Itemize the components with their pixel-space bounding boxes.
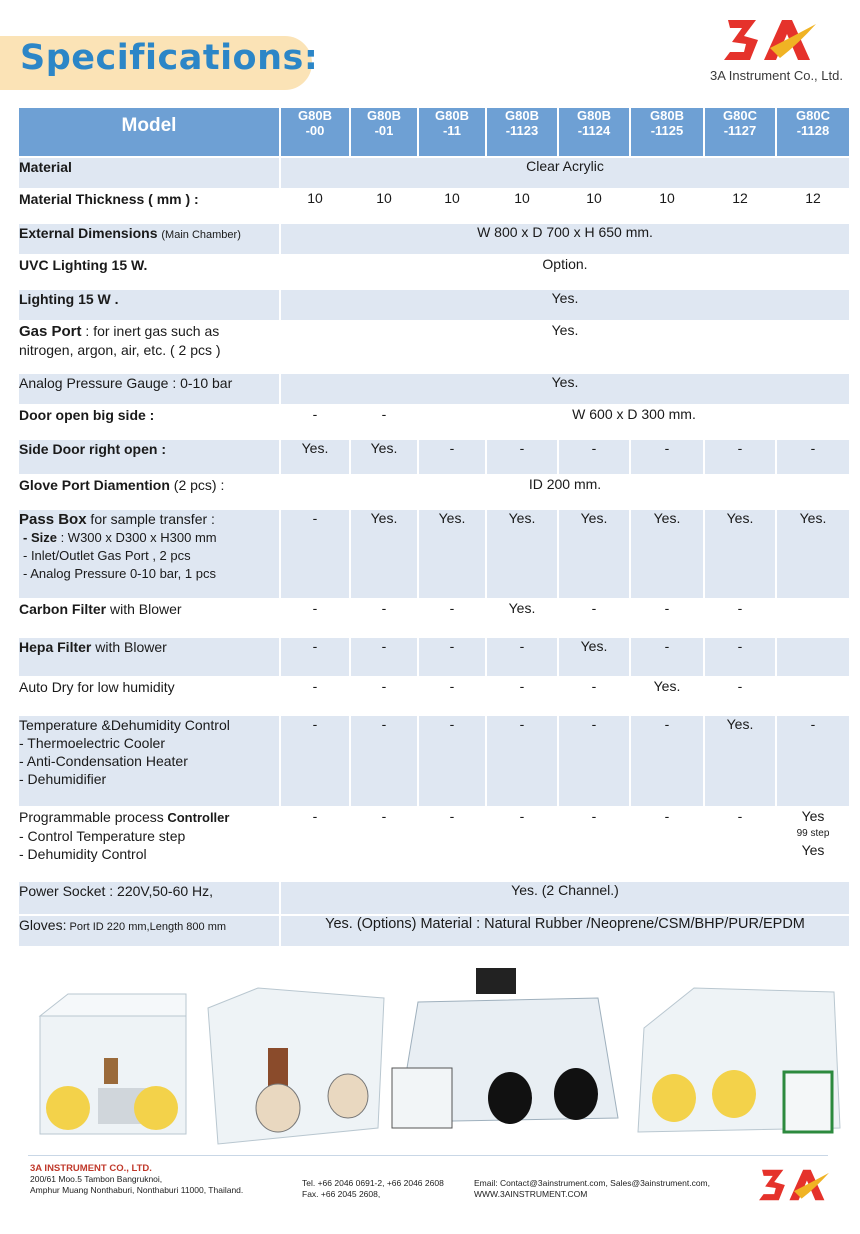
row-label-carbon-filter: Carbon Filter with Blower [19,600,279,636]
row-label-programmable-controller: Programmable process Controller - Control Temperature step - Dehumidity Control [19,808,279,880]
table-cell: - [419,678,485,714]
table-cell: - [487,716,557,806]
footer-contact: Email: Contact@3ainstrument.com, Sales@3ainstrument.com, WWW.3AINSTRUMENT.COM [474,1178,710,1199]
table-cell: - [419,716,485,806]
3a-logo-icon [720,14,820,66]
table-cell: Yes. [631,678,703,714]
table-cell: 10 [631,190,703,222]
row-label-glove-port: Glove Port Diamention (2 pcs) : [19,476,279,508]
table-cell: Yes. [559,510,629,598]
table-cell: - [281,808,349,880]
glove-port-value: ID 200 mm. [281,476,849,508]
row-label-temperature-control: Temperature &Dehumidity Control - Thermoelectric Cooler - Anti-Condensation Heater - Dehumidifier [19,716,279,806]
model-col-header: G80B -00 [281,108,349,156]
table-cell: Yes. [351,440,417,474]
page-title: Specifications: [20,38,319,78]
table-cell: - [351,638,417,676]
lighting-value: Yes. [281,290,849,320]
table-cell: - [631,716,703,806]
table-cell: 12 [705,190,775,222]
table-cell: - [281,638,349,676]
table-cell: - [487,678,557,714]
product-photos [28,958,848,1148]
table-cell: - [705,440,775,474]
table-cell: Yes. [631,510,703,598]
brand-name: 3A Instrument Co., Ltd. [710,68,843,83]
table-cell: Yes 99 step Yes [777,808,849,880]
table-cell: Yes. [351,510,417,598]
glove-box-photo-3 [388,968,628,1148]
gas-port-value: Yes. [281,322,849,372]
model-col-header: G80C -1128 [777,108,849,156]
table-cell: 12 [777,190,849,222]
table-cell: - [351,600,417,636]
door-value: W 600 x D 300 mm. [419,406,849,438]
table-cell [777,678,849,714]
table-cell: - [281,678,349,714]
table-cell: Yes. [705,716,775,806]
table-cell: - [631,638,703,676]
table-cell: - [705,678,775,714]
footer-divider [28,1155,828,1156]
row-label-pass-box: Pass Box for sample transfer : - Size : W300 x D300 x H300 mm - Inlet/Outlet Gas Port , 2 pcs - Analog Pressure 0-10 bar, 1 pcs [19,510,279,598]
glove-box-photo-4 [634,968,844,1148]
table-cell: - [559,716,629,806]
table-cell: - [705,600,775,636]
table-cell: 10 [281,190,349,222]
model-header: Model [19,108,279,156]
table-cell: - [559,600,629,636]
row-label-lighting: Lighting 15 W . [19,290,279,320]
row-label-uvc: UVC Lighting 15 W. [19,256,279,288]
table-cell: - [351,716,417,806]
table-cell: - [419,440,485,474]
row-label-door: Door open big side : [19,406,279,438]
table-cell: - [281,406,349,438]
model-col-header: G80B -1124 [559,108,629,156]
model-col-header: G80B -11 [419,108,485,156]
table-cell: - [419,808,485,880]
table-cell: - [351,678,417,714]
glove-box-photo-2 [198,968,388,1148]
row-label-gas-port: Gas Port : for inert gas such as nitrogen, argon, air, etc. ( 2 pcs ) [19,322,279,372]
table-cell: - [351,406,417,438]
table-cell: - [777,716,849,806]
footer-logo [756,1163,832,1212]
footer-company: 3A INSTRUMENT CO., LTD. 200/61 Moo.5 Tambon Bangruknoi, Amphur Muang Nonthaburi, Nonthaburi 11000, Thailand. [30,1163,244,1195]
table-cell: - [705,808,775,880]
table-cell: - [419,600,485,636]
row-label-gloves: Gloves: Port ID 220 mm,Length 800 mm [19,916,279,946]
table-cell: Yes. [559,638,629,676]
table-cell: - [487,440,557,474]
row-label-material: Material [19,158,279,188]
specification-table [17,106,851,948]
row-label-side-door: Side Door right open : [19,440,279,474]
brand-logo [710,14,843,83]
external-dimensions-value: W 800 x D 700 x H 650 mm. [281,224,849,254]
footer-phone: Tel. +66 2046 0691-2, +66 2046 2608 Fax. +66 2045 2608, [302,1178,444,1199]
gloves-value: Yes. (Options) Material : Natural Rubber /Neoprene/CSM/BHP/PUR/EPDM [281,916,849,946]
row-label-thickness: Material Thickness ( mm ) : [19,190,279,222]
table-cell [777,600,849,636]
table-cell: 10 [559,190,629,222]
table-cell: 10 [487,190,557,222]
row-label-external-dimensions: External Dimensions (Main Chamber) [19,224,279,254]
table-cell: Yes. [281,440,349,474]
model-col-header: G80B -01 [351,108,417,156]
table-cell: - [351,808,417,880]
table-cell: - [487,638,557,676]
table-cell: 10 [351,190,417,222]
pressure-gauge-value: Yes. [281,374,849,404]
3a-logo-icon [756,1163,832,1207]
table-cell: - [281,716,349,806]
table-cell: - [487,808,557,880]
table-cell: - [419,638,485,676]
table-cell: Yes. [705,510,775,598]
glove-box-photo-1 [28,968,188,1148]
table-cell [777,638,849,676]
model-col-header: G80B -1125 [631,108,703,156]
table-cell: - [631,808,703,880]
table-cell: - [559,808,629,880]
table-cell: Yes. [777,510,849,598]
table-cell: - [281,600,349,636]
table-cell: 10 [419,190,485,222]
material-value: Clear Acrylic [281,158,849,188]
row-label-power-socket: Power Socket : 220V,50-60 Hz, [19,882,279,914]
model-col-header: G80B -1123 [487,108,557,156]
table-cell: - [777,440,849,474]
table-cell: - [631,440,703,474]
table-cell: - [281,510,349,598]
uvc-value: Option. [281,256,849,288]
table-cell: - [559,678,629,714]
model-col-header: G80C -1127 [705,108,775,156]
row-label-pressure-gauge: Analog Pressure Gauge : 0-10 bar [19,374,279,404]
power-socket-value: Yes. (2 Channel.) [281,882,849,914]
table-cell: Yes. [487,510,557,598]
table-cell: Yes. [419,510,485,598]
table-cell: - [631,600,703,636]
row-label-hepa-filter: Hepa Filter with Blower [19,638,279,676]
table-cell: Yes. [487,600,557,636]
row-label-auto-dry: Auto Dry for low humidity [19,678,279,714]
table-cell: - [705,638,775,676]
table-cell: - [559,440,629,474]
